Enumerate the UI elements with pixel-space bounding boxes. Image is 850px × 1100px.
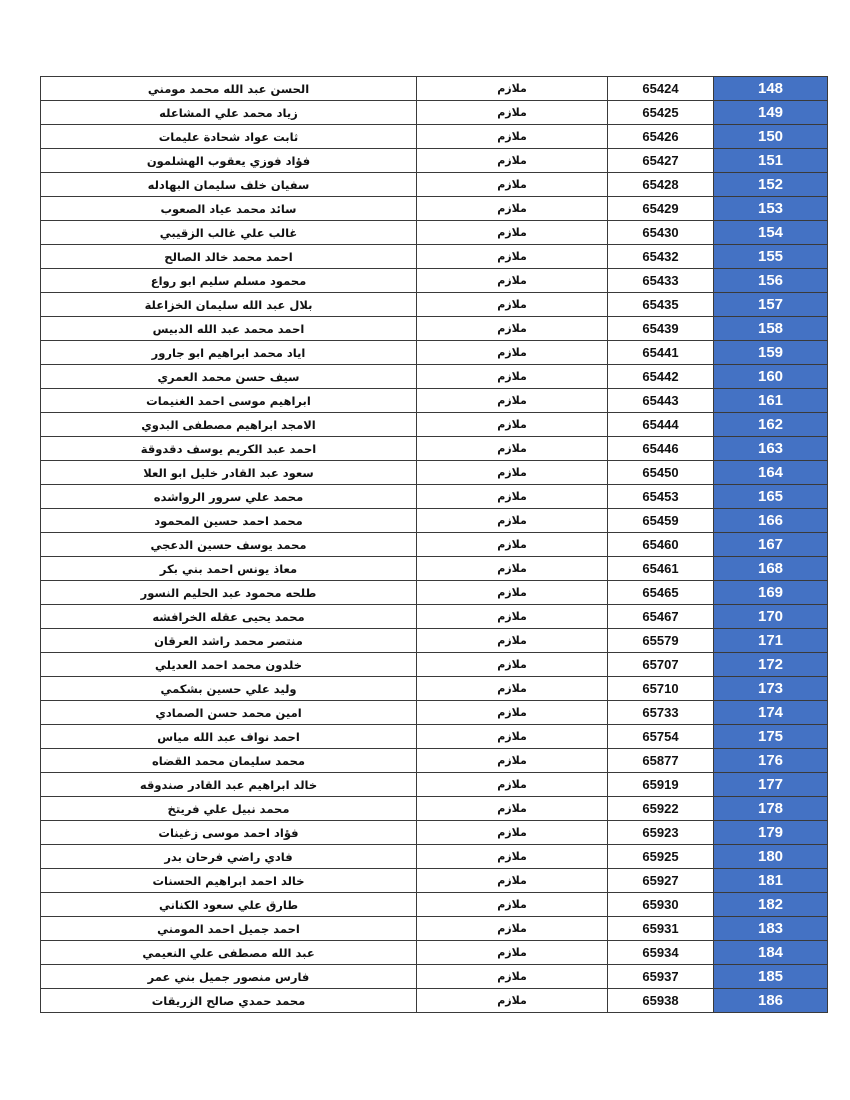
rank-cell: ملازم [417,365,608,389]
rank-cell: ملازم [417,581,608,605]
name-cell: الامجد ابراهيم مصطفى البدوي [41,413,417,437]
name-cell: محمد سليمان محمد القضاه [41,749,417,773]
table-row [41,821,828,845]
rank-cell: ملازم [417,341,608,365]
table-row [41,125,828,149]
id-cell: 65428 [608,173,714,197]
rank-cell: ملازم [417,869,608,893]
name-cell: ثابت عواد شحادة عليمات [41,125,417,149]
sequence-cell: 184 [714,941,828,965]
table-row [41,845,828,869]
name-cell: فؤاد احمد موسى زغينات [41,821,417,845]
name-cell: احمد نواف عبد الله مياس [41,725,417,749]
id-cell: 65923 [608,821,714,845]
rank-cell: ملازم [417,317,608,341]
rank-cell: ملازم [417,173,608,197]
rank-cell: ملازم [417,797,608,821]
rank-cell: ملازم [417,509,608,533]
id-cell: 65432 [608,245,714,269]
id-cell: 65442 [608,365,714,389]
id-cell: 65426 [608,125,714,149]
rank-cell: ملازم [417,197,608,221]
sequence-cell: 153 [714,197,828,221]
sequence-cell: 179 [714,821,828,845]
name-cell: محمد احمد حسين المحمود [41,509,417,533]
sequence-cell: 162 [714,413,828,437]
roster-table-body [41,77,828,1013]
sequence-cell: 148 [714,77,828,101]
rank-cell: ملازم [417,629,608,653]
id-cell: 65707 [608,653,714,677]
rank-cell: ملازم [417,965,608,989]
id-cell: 65930 [608,893,714,917]
name-cell: زياد محمد علي المشاعله [41,101,417,125]
id-cell: 65710 [608,677,714,701]
sequence-cell: 181 [714,869,828,893]
id-cell: 65450 [608,461,714,485]
rank-cell: ملازم [417,725,608,749]
id-cell: 65937 [608,965,714,989]
sequence-cell: 165 [714,485,828,509]
sequence-cell: 183 [714,917,828,941]
id-cell: 65465 [608,581,714,605]
name-cell: خالد احمد ابراهيم الحسنات [41,869,417,893]
name-cell: محمد علي سرور الرواشده [41,485,417,509]
rank-cell: ملازم [417,389,608,413]
id-cell: 65925 [608,845,714,869]
sequence-cell: 152 [714,173,828,197]
table-row [41,101,828,125]
sequence-cell: 185 [714,965,828,989]
table-row [41,197,828,221]
rank-cell: ملازم [417,653,608,677]
sequence-cell: 176 [714,749,828,773]
id-cell: 65460 [608,533,714,557]
id-cell: 65459 [608,509,714,533]
roster-table [40,76,828,1013]
name-cell: احمد محمد عبد الله الدبيس [41,317,417,341]
table-row [41,149,828,173]
sequence-cell: 155 [714,245,828,269]
name-cell: سعود عبد القادر خليل ابو العلا [41,461,417,485]
name-cell: محمد يحيى عقله الخرافشه [41,605,417,629]
sequence-cell: 182 [714,893,828,917]
id-cell: 65453 [608,485,714,509]
rank-cell: ملازم [417,269,608,293]
sequence-cell: 160 [714,365,828,389]
id-cell: 65919 [608,773,714,797]
table-row [41,581,828,605]
rank-cell: ملازم [417,941,608,965]
name-cell: خلدون محمد احمد العديلي [41,653,417,677]
table-row [41,653,828,677]
id-cell: 65439 [608,317,714,341]
sequence-cell: 173 [714,677,828,701]
table-row [41,893,828,917]
name-cell: امين محمد حسن الصمادي [41,701,417,725]
sequence-cell: 186 [714,989,828,1013]
name-cell: محمد حمدي صالح الزريقات [41,989,417,1013]
name-cell: محمود مسلم سليم ابو رواع [41,269,417,293]
sequence-cell: 161 [714,389,828,413]
sequence-cell: 178 [714,797,828,821]
name-cell: غالب علي غالب الزقيبي [41,221,417,245]
id-cell: 65733 [608,701,714,725]
sequence-cell: 150 [714,125,828,149]
table-row [41,389,828,413]
table-row [41,701,828,725]
sequence-cell: 157 [714,293,828,317]
name-cell: احمد عبد الكريم يوسف دقدوقة [41,437,417,461]
sequence-cell: 166 [714,509,828,533]
id-cell: 65467 [608,605,714,629]
name-cell: محمد نبيل علي فريتخ [41,797,417,821]
sequence-cell: 151 [714,149,828,173]
name-cell: فؤاد فوزي يعقوب الهشلمون [41,149,417,173]
table-row [41,557,828,581]
name-cell: طارق علي سعود الكناني [41,893,417,917]
id-cell: 65931 [608,917,714,941]
name-cell: احمد محمد خالد الصالح [41,245,417,269]
rank-cell: ملازم [417,701,608,725]
sequence-cell: 154 [714,221,828,245]
table-row [41,317,828,341]
table-row [41,605,828,629]
table-row [41,485,828,509]
table-row [41,461,828,485]
sequence-cell: 167 [714,533,828,557]
id-cell: 65922 [608,797,714,821]
table-row [41,917,828,941]
table-row [41,221,828,245]
rank-cell: ملازم [417,677,608,701]
name-cell: منتصر محمد راشد العرقان [41,629,417,653]
sequence-cell: 172 [714,653,828,677]
table-row [41,989,828,1013]
table-row [41,269,828,293]
name-cell: طلحه محمود عبد الحليم النسور [41,581,417,605]
table-row [41,629,828,653]
table-row [41,341,828,365]
rank-cell: ملازم [417,845,608,869]
sequence-cell: 174 [714,701,828,725]
name-cell: فادي راضي فرحان بدر [41,845,417,869]
rank-cell: ملازم [417,461,608,485]
rank-cell: ملازم [417,125,608,149]
table-row [41,869,828,893]
table-row [41,941,828,965]
id-cell: 65461 [608,557,714,581]
id-cell: 65754 [608,725,714,749]
name-cell: عبد الله مصطفى علي النعيمي [41,941,417,965]
table-row [41,293,828,317]
table-row [41,77,828,101]
rank-cell: ملازم [417,101,608,125]
table-row [41,245,828,269]
id-cell: 65444 [608,413,714,437]
sequence-cell: 169 [714,581,828,605]
sequence-cell: 149 [714,101,828,125]
name-cell: سيف حسن محمد العمري [41,365,417,389]
table-row [41,725,828,749]
name-cell: محمد يوسف حسين الدعجي [41,533,417,557]
rank-cell: ملازم [417,245,608,269]
rank-cell: ملازم [417,557,608,581]
id-cell: 65435 [608,293,714,317]
id-cell: 65425 [608,101,714,125]
name-cell: خالد ابراهيم عبد القادر صندوقه [41,773,417,797]
rank-cell: ملازم [417,821,608,845]
table-row [41,797,828,821]
sequence-cell: 177 [714,773,828,797]
table-row [41,773,828,797]
rank-cell: ملازم [417,77,608,101]
rank-cell: ملازم [417,917,608,941]
name-cell: سائد محمد عياد الصعوب [41,197,417,221]
rank-cell: ملازم [417,749,608,773]
id-cell: 65441 [608,341,714,365]
name-cell: معاذ يونس احمد بني بكر [41,557,417,581]
id-cell: 65927 [608,869,714,893]
sequence-cell: 170 [714,605,828,629]
rank-cell: ملازم [417,893,608,917]
rank-cell: ملازم [417,149,608,173]
rank-cell: ملازم [417,293,608,317]
name-cell: احمد جميل احمد المومني [41,917,417,941]
sequence-cell: 163 [714,437,828,461]
table-row [41,365,828,389]
sequence-cell: 175 [714,725,828,749]
sequence-cell: 164 [714,461,828,485]
rank-cell: ملازم [417,533,608,557]
table-row [41,749,828,773]
sequence-cell: 180 [714,845,828,869]
name-cell: بلال عبد الله سليمان الخزاعلة [41,293,417,317]
name-cell: سفيان خلف سليمان البهادله [41,173,417,197]
name-cell: فارس منصور جميل بني عمر [41,965,417,989]
id-cell: 65446 [608,437,714,461]
id-cell: 65433 [608,269,714,293]
table-row [41,533,828,557]
name-cell: الحسن عبد الله محمد مومني [41,77,417,101]
table-row [41,437,828,461]
name-cell: اياد محمد ابراهيم ابو جارور [41,341,417,365]
id-cell: 65938 [608,989,714,1013]
id-cell: 65427 [608,149,714,173]
id-cell: 65443 [608,389,714,413]
name-cell: وليد علي حسين بشكمي [41,677,417,701]
table-row [41,509,828,533]
table-row [41,965,828,989]
id-cell: 65430 [608,221,714,245]
id-cell: 65934 [608,941,714,965]
table-row [41,677,828,701]
name-cell: ابراهيم موسى احمد الغنيمات [41,389,417,413]
table-row [41,413,828,437]
id-cell: 65424 [608,77,714,101]
sequence-cell: 158 [714,317,828,341]
rank-cell: ملازم [417,413,608,437]
rank-cell: ملازم [417,485,608,509]
table-row [41,173,828,197]
sequence-cell: 156 [714,269,828,293]
rank-cell: ملازم [417,989,608,1013]
rank-cell: ملازم [417,221,608,245]
rank-cell: ملازم [417,773,608,797]
id-cell: 65877 [608,749,714,773]
id-cell: 65429 [608,197,714,221]
id-cell: 65579 [608,629,714,653]
sequence-cell: 171 [714,629,828,653]
sequence-cell: 168 [714,557,828,581]
rank-cell: ملازم [417,437,608,461]
sequence-cell: 159 [714,341,828,365]
rank-cell: ملازم [417,605,608,629]
